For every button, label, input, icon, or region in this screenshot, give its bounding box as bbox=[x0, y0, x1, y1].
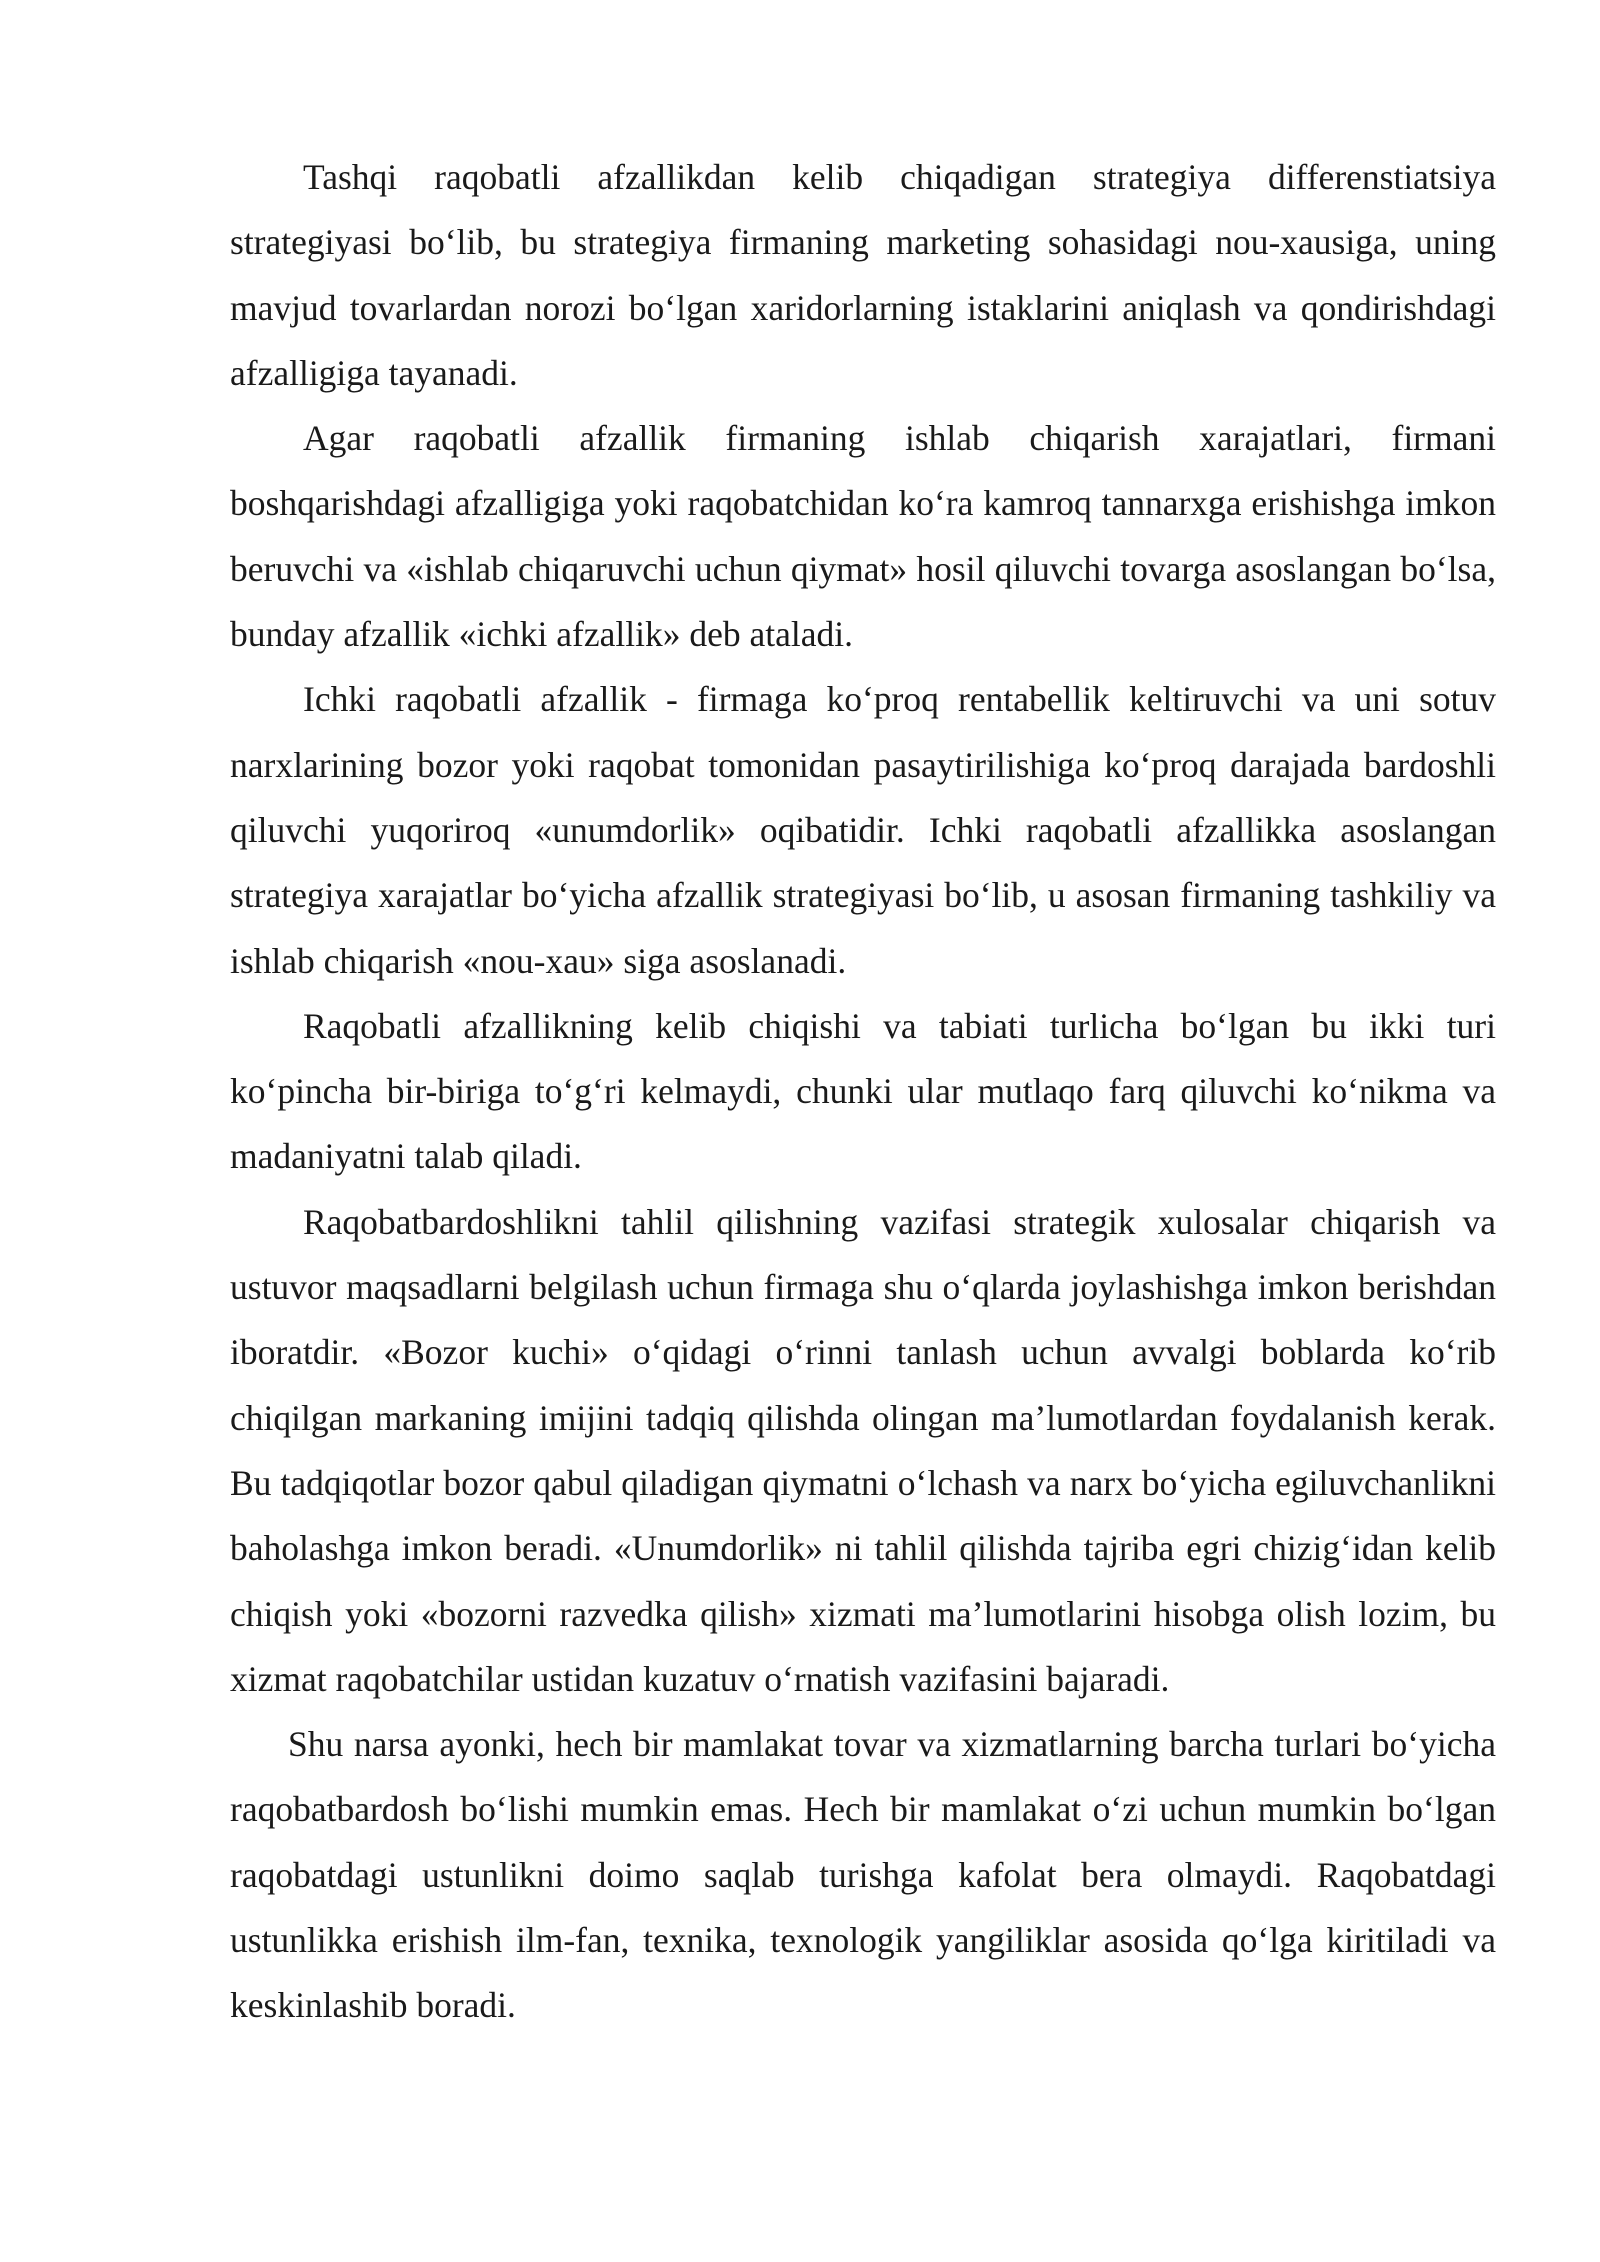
paragraph: Raqobatli afzallikning kelib chiqishi va tabiati turlicha bo‘lgan bu ikki turi ko‘pincha bir-biriga to‘g‘ri kelmaydi, chunki ular mutlaqo farq qiluvchi ko‘nikma va madaniyatni talab qiladi. bbox=[230, 1005, 1496, 1177]
paragraph: Tashqi raqobatli afzallikdan kelib chiqadigan strategiya differenstiatsiya strategiyasi bo‘lib, bu strategiya firmaning marketing sohasidagi nou-xausiga, uning mavjud tovarlardan norozi bo‘lgan xaridorlarning istaklarini aniqlash va qondirishdagi afzalligiga tayanadi. bbox=[230, 157, 1496, 393]
paragraph: Raqobatbardoshlikni tahlil qilishning vazifasi strategik xulosalar chiqarish va ustuvor maqsadlarni belgilash uchun firmaga shu o‘qlarda joylashishga imkon berishdan iboratdir. «Bozor kuchi» o‘qidagi o‘rinni tanlash uchun avvalgi boblarda ko‘rib chiqilgan markaning imijini tadqiq qilishda olingan ma’lumotlardan foydalanish kerak. Bu tadqiqotlar bozor qabul qiladigan qiymatni o‘lchash va narx bo‘yicha egiluvchanlikni baholashga imkon beradi. «Unumdorlik» ni tahlil qilishda tajriba egri chizig‘idan kelib chiqish yoki «bozorni razvedka qilish» xizmati ma’lumotlarini hisobga olish lozim, bu xizmat raqobatchilar ustidan kuzatuv o‘rnatish vazifasini bajaradi. bbox=[230, 1201, 1496, 1699]
paragraph: Agar raqobatli afzallik firmaning ishlab chiqarish xarajatlari, firmani boshqarishdagi afzalligiga yoki raqobatchidan ko‘ra kamroq tannarxga erishishga imkon beruvchi va «ishlab chiqaruvchi uchun qiymat» hosil qiluvchi tovarga asoslangan bo‘lsa, bunday afzallik «ichki afzallik» deb ataladi. bbox=[230, 418, 1496, 655]
paragraph: Ichki raqobatli afzallik - firmaga ko‘proq rentabellik keltiruvchi va uni sotuv narxlarining bozor yoki raqobat tomonidan pasaytirilishiga ko‘proq darajada bardoshli qiluvchi yuqoriroq «unumdorlik» oqibatidir. Ichki raqobatli afzallikka asoslangan strategiya xarajatlar bo‘yicha afzallik strategiyasi bo‘lib, u asosan firmaning tashkiliy va ishlab chiqarish «nou-xau» siga asoslanadi. bbox=[230, 679, 1496, 981]
paragraph: Shu narsa ayonki, hech bir mamlakat tovar va xizmatlarning barcha turlari bo‘yicha raqobatbardosh bo‘lishi mumkin emas. Hech bir mamlakat o‘zi uchun mumkin bo‘lgan raqobatdagi ustunlikni doimo saqlab turishga kafolat bera olmaydi. Raqobatdagi ustunlikka erishish ilm-fan, texnika, texnologik yangiliklar asosida qo‘lga kiritiladi va keskinlashib boradi. bbox=[230, 1724, 1496, 2026]
document-body bbox=[230, 145, 1496, 2039]
